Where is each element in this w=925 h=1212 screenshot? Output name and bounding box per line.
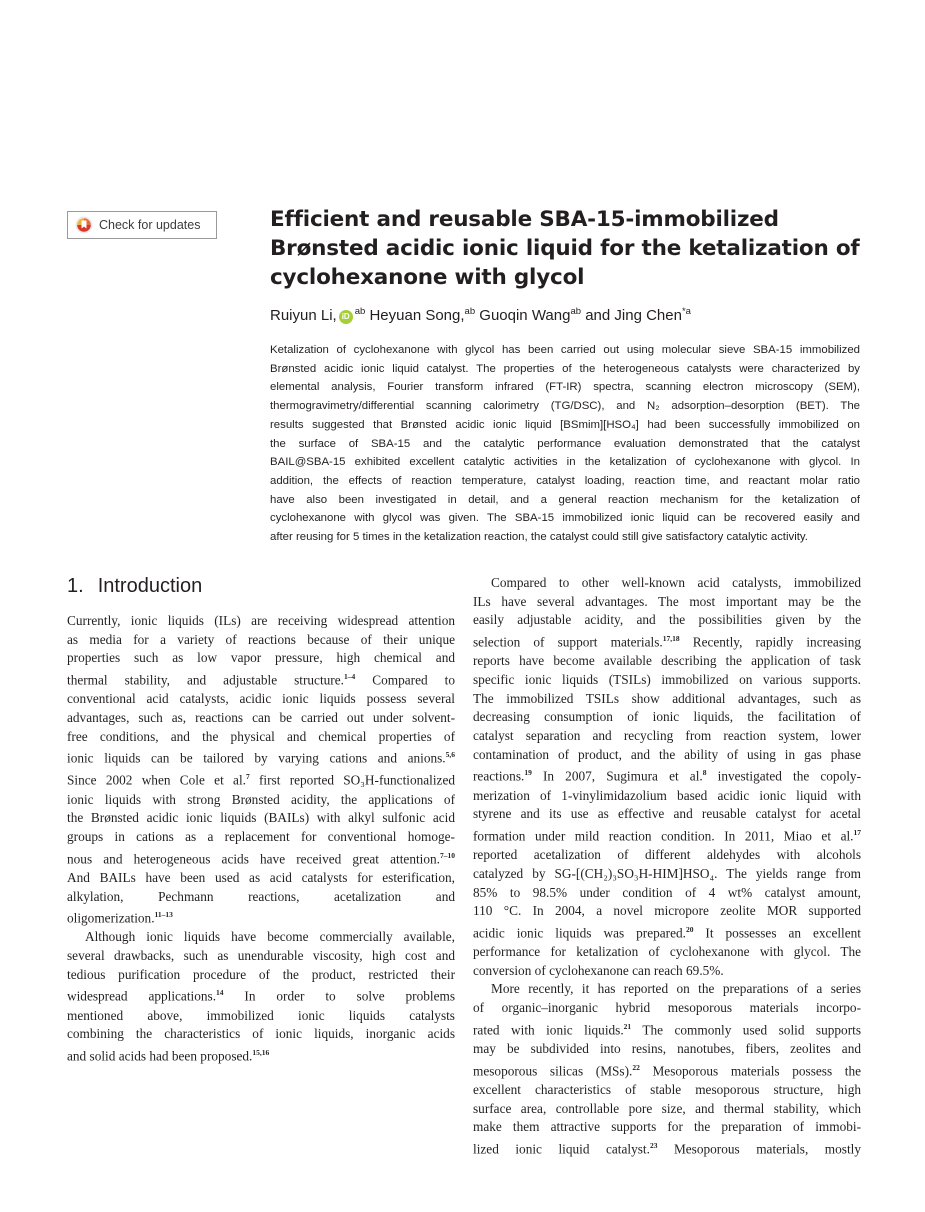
body-line (473, 902, 861, 921)
body-line (67, 690, 455, 709)
abstract-line: Ketalization of cyclohexanone with glycol has been carried out using molecular sieve SBA-15 immobilized (270, 344, 860, 356)
body-text: Although ionic liquids have become commercially available, (85, 929, 455, 945)
body-text: In order to solve problems (223, 988, 455, 1004)
body-line (67, 709, 455, 728)
citation-ref[interactable]: 23 (649, 1140, 658, 1150)
body-line (473, 1100, 861, 1119)
author-affiliation: ab (570, 306, 582, 317)
body-text: groups in cations as a replacement for conventional homoge- (67, 829, 455, 844)
body-line (67, 1044, 455, 1066)
author-name[interactable]: Jing Chen (614, 307, 682, 324)
paper-title (270, 205, 870, 292)
body-text: In 2007, Sugimura et al. (531, 768, 703, 784)
body-line (473, 593, 861, 612)
body-text: And BAILs have been used as acid catalysts for esterification, (67, 869, 455, 885)
section-number: 1. (67, 575, 84, 597)
body-text: the Brønsted acidic ionic liquids (BAILs) with alkyl sulfonic acid (67, 810, 455, 826)
body-line (473, 611, 861, 630)
body-line (473, 727, 861, 746)
check-for-updates-label: Check for updates (99, 218, 201, 232)
body-line (473, 764, 861, 786)
body-text: of organic–inorganic hybrid mesoporous materials incorpo- (473, 1000, 861, 1016)
citation-ref[interactable]: 7–10 (440, 850, 455, 860)
body-text: surface area, controllable pore size, and thermal stability, which (473, 1100, 861, 1116)
abstract-line: cyclohexanone with glycol was given. The SBA-15 immobilized ionic liquid can be recovered easily and (270, 512, 860, 525)
abstract-line: have also been investigated in detail, and a general reaction mechanism for the ketalization of (270, 493, 860, 506)
body-text: free conditions, and the physical and chemical properties of (67, 728, 455, 744)
body-text: reports have become available describing the application of task (473, 653, 861, 669)
body-column-right (473, 574, 861, 1159)
body-text: mentioned above, immobilized ionic liquids catalysts (67, 1007, 455, 1023)
body-text: merization of 1-vinylimidazolium based acidic ionic liquid with (473, 787, 861, 803)
abstract-line: elemental analysis, Fourier transform infrared (FT-IR) spectra, scanning electron microscopy (SEM), (270, 381, 860, 394)
citation-ref[interactable]: 19 (524, 768, 532, 778)
body-line (473, 1059, 861, 1081)
body-text: mesoporous silicas (MSs). (473, 1063, 633, 1079)
body-text: ionic liquids can be tailored by varying cations and anions. (67, 750, 446, 766)
body-text: The commonly used solid supports (631, 1022, 861, 1038)
body-line (473, 1018, 861, 1040)
citation-ref[interactable]: 17 (853, 827, 861, 837)
body-text: oligomerization. (67, 910, 155, 926)
abstract-line: after reusing for 5 times in the ketalization reaction, the catalyst could still give satisfactory catalytic activity. (270, 531, 808, 544)
body-text: catalyst separation and recycling from reaction system, lower (473, 728, 861, 744)
body-line (67, 1007, 455, 1026)
body-line (473, 921, 861, 943)
body-line (67, 668, 455, 690)
body-line (473, 865, 861, 884)
title-line: Efficient and reusable SBA-15-immobilized (270, 207, 779, 232)
body-line (67, 888, 455, 907)
body-text: The immobilized TSILs show additional advantages, such as (473, 690, 861, 706)
body-line (473, 980, 861, 999)
body-line (473, 574, 861, 593)
citation-ref[interactable]: 22 (632, 1062, 640, 1072)
body-text: More recently, it has reported on the preparations of a series (491, 981, 861, 997)
section-heading (67, 575, 202, 598)
body-line (473, 1081, 861, 1100)
body-line (67, 768, 455, 790)
body-text: Mesoporous materials possess the (639, 1063, 861, 1079)
check-for-updates-button[interactable] (67, 211, 217, 239)
body-text: catalyzed by SG-[(CH₂)₃SO₃H-HIM]HSO₄. The yields range from (473, 865, 861, 881)
body-line (67, 984, 455, 1006)
body-text: ILs have several advantages. The most important may be the (473, 593, 861, 609)
body-line (473, 630, 861, 652)
body-line (473, 787, 861, 806)
citation-ref[interactable]: 21 (623, 1021, 632, 1031)
title-line: Brønsted acidic ionic liquid for the ketalization of (270, 236, 860, 261)
body-line (67, 869, 455, 888)
author-conjunction: and (585, 307, 611, 324)
body-text: advantages, such as, reactions can be carried out under solvent- (67, 709, 455, 725)
abstract-line: addition, the effects of reaction temperature, catalyst loading, reaction time, and reactant molar ratio (270, 474, 860, 487)
body-text: acidic ionic liquids was prepared. (473, 925, 686, 941)
abstract (270, 341, 860, 547)
citation-ref[interactable]: 17,18 (662, 634, 680, 644)
body-line (67, 828, 455, 847)
body-text: properties such as low vapor pressure, high chemical and (67, 650, 455, 666)
body-line (67, 728, 455, 747)
abstract-line: the surface of SBA-15 and the catalytic performance evaluation demonstrated that the catalyst (270, 437, 860, 450)
body-text: rated with ionic liquids. (473, 1022, 624, 1038)
citation-ref[interactable]: 11–13 (154, 910, 173, 920)
body-text: lized ionic liquid catalyst. (473, 1141, 650, 1157)
body-text: ionic liquids with strong Brønsted acidity, the applications of (67, 791, 455, 807)
body-text: first reported SO₃H-functionalized (249, 772, 455, 788)
author-name[interactable]: Ruiyun Li, (270, 307, 337, 324)
body-text: may be subdivided into resins, nanotubes, fibers, zeolites and (473, 1040, 861, 1056)
body-line (473, 652, 861, 671)
body-line (67, 1025, 455, 1044)
body-text: easily adjustable acidity, and the possibilities given by the (473, 612, 861, 628)
abstract-line: results suggested that Brønsted acidic ionic liquid [BSmim][HSO₄] had been successfully immobilized on (270, 418, 860, 431)
author-name[interactable]: Guoqin Wang (479, 307, 571, 324)
body-line (473, 805, 861, 824)
body-text: 110 °C. In 2004, a novel micropore zeolite MOR supported (473, 903, 861, 919)
body-text: formation under mild reaction condition. In 2011, Miao et al. (473, 828, 854, 844)
author-name[interactable]: Heyuan Song, (369, 307, 465, 324)
title-line: cyclohexanone with glycol (270, 265, 585, 290)
body-text: conversion of cyclohexanone can reach 69.5%. (473, 962, 724, 978)
body-text: as media for a variety of reactions because of their unique (67, 631, 455, 647)
body-text: 85% to 98.5% under condition of 4 wt% catalyst amount, (473, 884, 861, 900)
body-text: styrene and its use as effective and reusable catalyst for acetal (473, 806, 861, 822)
body-line (67, 791, 455, 810)
body-line (67, 966, 455, 985)
body-line (473, 708, 861, 727)
abstract-line: thermogravimetry/differential scanning calorimetry (TG/DSC), and N₂ adsorption–desorption (BET). The (270, 400, 860, 413)
body-text: specific ionic liquids (TSILs) immobilized on various supports. (473, 671, 861, 687)
body-text: reactions. (473, 768, 525, 784)
body-text: thermal stability, and adjustable structure. (67, 672, 344, 688)
body-line (473, 824, 861, 846)
citation-ref[interactable]: 7 (245, 772, 250, 782)
body-text: Mesoporous materials, mostly (657, 1141, 861, 1157)
body-text: widespread applications. (67, 988, 217, 1004)
citation-ref[interactable]: 5,6 (445, 750, 455, 760)
body-line (67, 947, 455, 966)
body-text: It possesses an excellent (693, 925, 861, 941)
body-text: Since 2002 when Cole et al. (67, 772, 246, 788)
body-text: investigated the copoly- (706, 768, 861, 784)
body-line (67, 631, 455, 650)
check-updates-icon (75, 216, 93, 234)
body-line (67, 809, 455, 828)
body-text: excellent characteristics of stable mesoporous structure, high (473, 1081, 861, 1097)
body-text: contamination of product, and the ability of using in gas phase (473, 746, 861, 762)
citation-ref[interactable]: 15,16 (252, 1048, 270, 1057)
body-text: conventional acid catalysts, acidic ionic liquids possess several (67, 691, 455, 707)
citation-ref[interactable]: 1–4 (343, 672, 356, 682)
body-line (473, 999, 861, 1018)
body-line (473, 943, 861, 962)
body-text: Currently, ionic liquids (ILs) are receiving widespread attention (67, 613, 455, 628)
body-text: nous and heterogeneous acids have received great attention. (67, 851, 440, 867)
body-line (67, 746, 455, 768)
section-title: Introduction (97, 575, 203, 597)
abstract-line: BAIL@SBA-15 exhibited excellent catalytic activities in the ketalization of cyclohexanone with glycol. In (270, 456, 860, 469)
body-text: alkylation, Pechmann reactions, acetalization and (67, 888, 455, 904)
body-text: Recently, rapidly increasing (679, 634, 861, 650)
author-affiliation: *a (681, 306, 691, 317)
body-text: several drawbacks, such as unendurable viscosity, high cost and (67, 948, 455, 964)
orcid-icon[interactable]: iD (339, 310, 353, 324)
author-affiliation: ab (464, 306, 476, 317)
citation-ref[interactable]: 8 (702, 768, 707, 778)
body-text: decreasing consumption of ionic liquids, the facilitation of (473, 709, 861, 725)
body-line (67, 612, 455, 631)
author-list (270, 306, 691, 324)
body-line (473, 1118, 861, 1137)
body-line (67, 649, 455, 668)
body-line (473, 1137, 861, 1159)
body-line (473, 690, 861, 709)
body-text: make them attractive supports for the preparation of immobi- (473, 1119, 861, 1135)
body-line (67, 906, 455, 928)
body-line (473, 671, 861, 690)
body-text: performance for ketalization of cyclohexanone with glycol. The (473, 944, 861, 960)
body-line (473, 846, 861, 865)
body-line (473, 962, 861, 981)
body-line (473, 884, 861, 903)
body-text: tedious purification procedure of the product, restricted their (67, 966, 455, 982)
body-text: combining the characteristics of ionic liquids, inorganic acids (67, 1026, 455, 1042)
body-line (67, 847, 455, 869)
body-line (473, 746, 861, 765)
body-line (67, 928, 455, 947)
body-text: and solid acids had been proposed. (67, 1048, 253, 1064)
body-text: Compared to (355, 672, 455, 688)
body-text: Compared to other well-known acid catalysts, immobilized (491, 575, 861, 590)
author-affiliation: ab (354, 306, 366, 317)
body-text: selection of support materials. (473, 634, 663, 650)
body-column-left (67, 612, 455, 1066)
body-text: reported acetalization of different aldehydes with alcohols (473, 847, 861, 863)
citation-ref[interactable]: 14 (216, 988, 224, 998)
body-line (473, 1040, 861, 1059)
abstract-line: Brønsted acidic ionic liquid catalyst. The properties of the heterogeneous catalysts were characterized by (270, 362, 860, 375)
citation-ref[interactable]: 20 (685, 924, 694, 934)
